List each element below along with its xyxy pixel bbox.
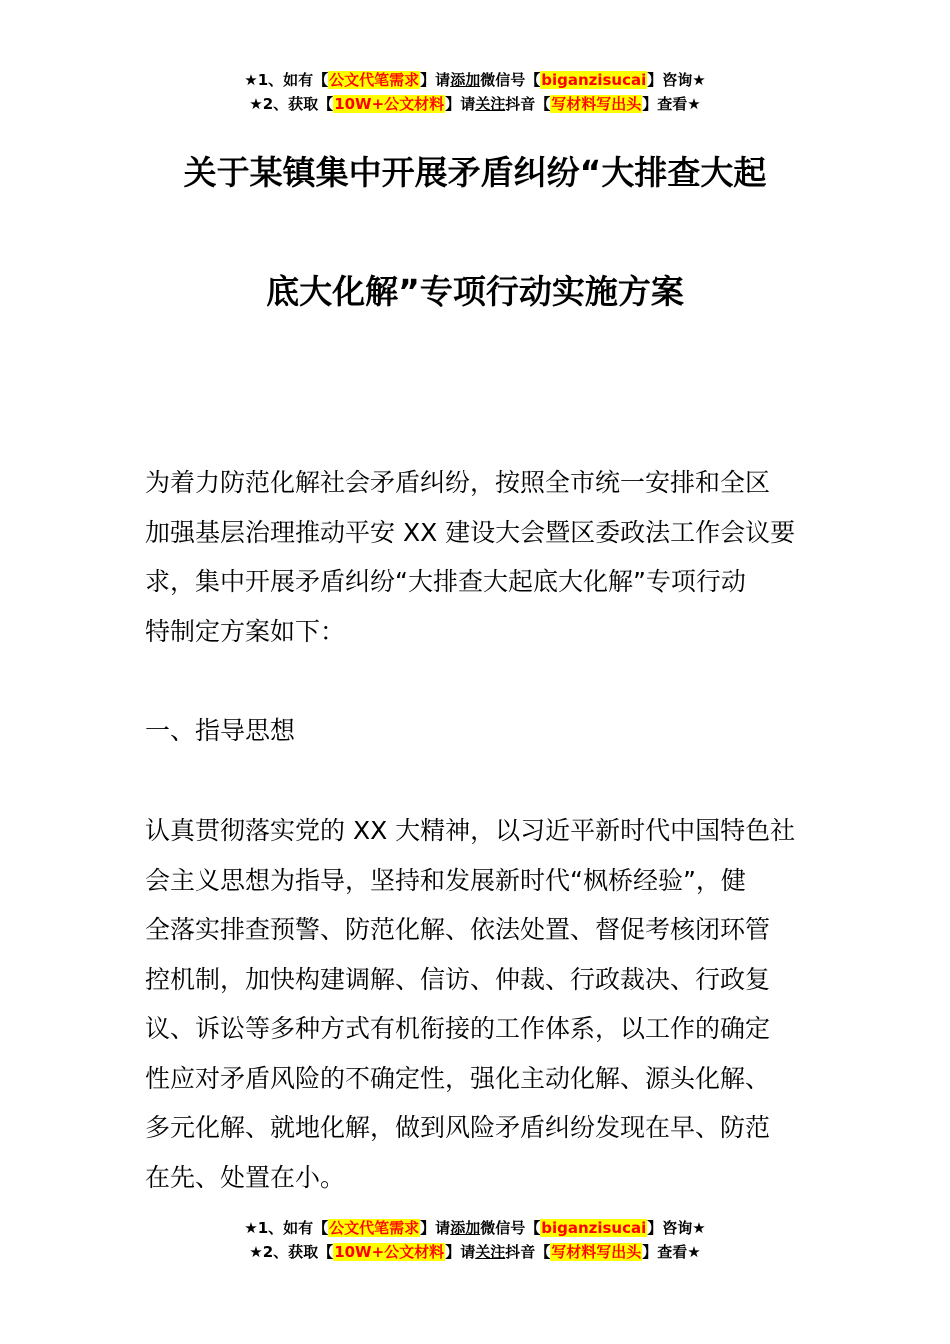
banner-text: 】请	[420, 1219, 451, 1237]
banner-text: 】请	[420, 71, 451, 89]
banner-text: 】请	[445, 95, 476, 113]
paragraph-line: 认真贯彻落实党的 XX 大精神，以习近平新时代中国特色社	[145, 816, 796, 845]
banner-text: 】查看★	[642, 1243, 701, 1261]
banner-line-2	[0, 1240, 950, 1264]
banner-underlined-text: 添加	[450, 71, 481, 89]
paragraph-line: 性应对矛盾风险的不确定性，强化主动化解、源头化解、	[145, 1063, 771, 1093]
paragraph-line: 特制定方案如下：	[145, 616, 346, 646]
section-heading-text: 一、指导思想	[145, 716, 296, 745]
paragraph-line: 在先、处置在小。	[145, 1162, 346, 1192]
paragraph-line: 多元化解、就地化解，做到风险矛盾纠纷发现在早、防范	[145, 1113, 771, 1142]
paragraph-line: 求，集中开展矛盾纠纷“大排查大起底大化解”专项行动	[145, 567, 746, 596]
banner-highlight: 写材料写出头	[551, 95, 642, 113]
banner-highlight: biganzisucai	[541, 71, 647, 89]
paragraph-line: 为着力防范化解社会矛盾纠纷，按照全市统一安排和全区	[145, 468, 771, 497]
banner-line-1	[0, 68, 950, 92]
document-title-line-1: 关于某镇集中开展矛盾纠纷“大排查大起	[183, 153, 767, 192]
banner-highlight: 写材料写出头	[551, 1243, 642, 1261]
banner-text: ★1、如有【	[244, 1219, 329, 1237]
intro-paragraph	[145, 458, 807, 656]
document-title-line-2: 底大化解”专项行动实施方案	[266, 272, 684, 311]
banner-highlight: 10W+公文材料	[334, 95, 445, 113]
banner-underlined-text: 添加	[450, 1219, 481, 1237]
paragraph-line: 议、诉讼等多种方式有机衔接的工作体系，以工作的确定	[145, 1014, 771, 1043]
banner-text: 】查看★	[642, 95, 701, 113]
banner-highlight: 10W+公文材料	[334, 1243, 445, 1261]
banner-text: ★2、获取【	[249, 1243, 334, 1261]
banner-text: 】咨询★	[647, 71, 706, 89]
paragraph-line: 全落实排查预警、防范化解、依法处置、督促考核闭环管	[145, 915, 771, 944]
banner-text: 抖音【	[505, 95, 551, 113]
banner-highlight: biganzisucai	[541, 1219, 647, 1237]
banner-text: 】请	[445, 1243, 476, 1261]
paragraph-line: 控机制，加快构建调解、信访、仲裁、行政裁决、行政复	[145, 964, 771, 994]
section-heading	[145, 706, 807, 756]
banner-underlined-text: 关注	[475, 1243, 506, 1261]
paragraph-line: 加强基层治理推动平安 XX 建设大会暨区委政法工作会议要	[145, 517, 796, 547]
banner-text: 微信号【	[480, 1219, 541, 1237]
banner-highlight: 公文代笔需求	[329, 71, 420, 89]
banner-line-2	[0, 92, 950, 116]
top-banner	[0, 68, 950, 116]
bottom-banner	[0, 1216, 950, 1264]
banner-text: 抖音【	[505, 1243, 551, 1261]
banner-underlined-text: 关注	[475, 95, 506, 113]
banner-line-1	[0, 1216, 950, 1240]
banner-text: ★2、获取【	[249, 95, 334, 113]
banner-text: ★1、如有【	[244, 71, 329, 89]
section-body-paragraph	[145, 806, 807, 1202]
paragraph-line: 会主义思想为指导，坚持和发展新时代“枫桥经验”，健	[145, 865, 746, 895]
banner-text: 】咨询★	[647, 1219, 706, 1237]
banner-text: 微信号【	[480, 71, 541, 89]
banner-highlight: 公文代笔需求	[329, 1219, 420, 1237]
